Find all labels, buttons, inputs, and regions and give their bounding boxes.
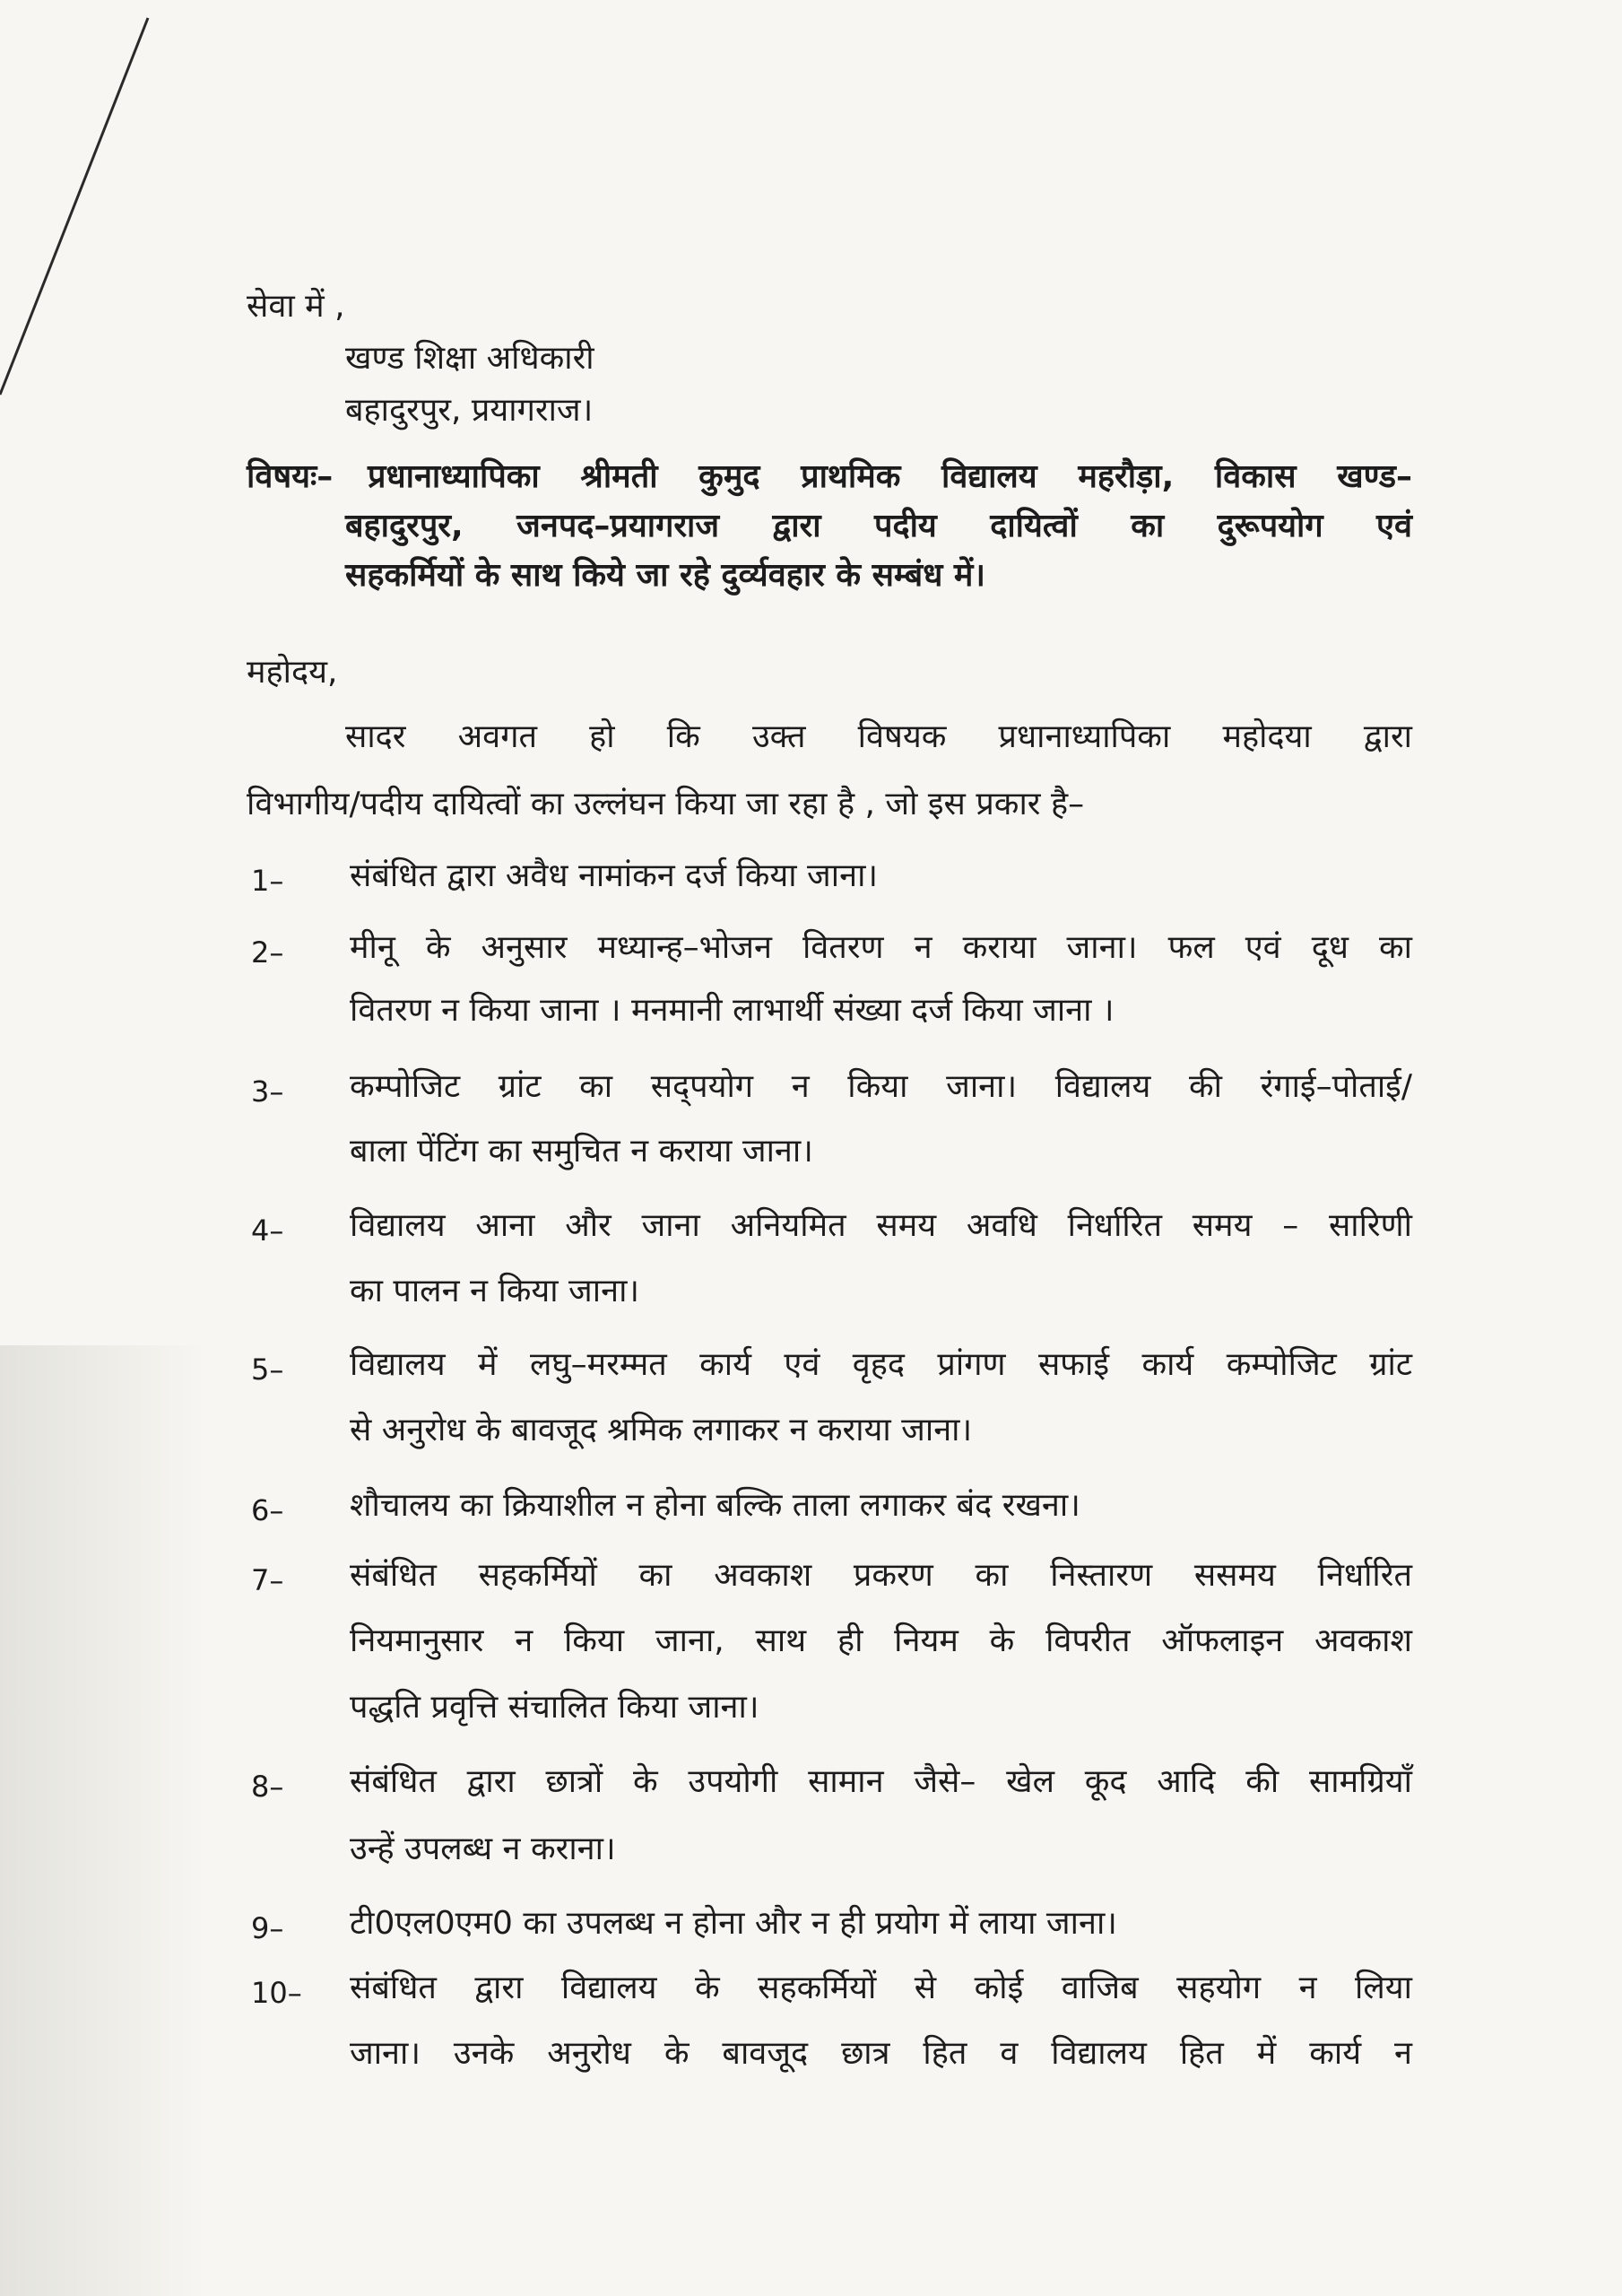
point-number: 8– xyxy=(251,1770,284,1804)
point-text: संबंधित द्वारा विद्यालय के सहकर्मियों से कोई वाजिब सहयोग न लिया xyxy=(350,1970,1412,2006)
point-text: संबंधित द्वारा छात्रों के उपयोगी सामान जैसे– खेल कूद आदि की सामग्रियाँ xyxy=(350,1763,1412,1800)
point-text: शौचालय का क्रियाशील न होना बल्कि ताला लगाकर बंद रखना। xyxy=(350,1487,1080,1524)
point-text: टी0एल0एम0 का उपलब्ध न होना और न ही प्रयोग में लाया जाना। xyxy=(350,1905,1117,1942)
point-text: संबंधित सहकर्मियों का अवकाश प्रकरण का निस्तारण ससमय निर्धारित xyxy=(350,1557,1412,1594)
greeting: महोदय, xyxy=(247,654,338,691)
point-text: बाला पेंटिंग का समुचित न कराया जाना। xyxy=(350,1133,813,1170)
recipient-line-1: खण्ड शिक्षा अधिकारी xyxy=(345,340,594,377)
point-text: उन्हें उपलब्ध न कराना। xyxy=(350,1831,616,1867)
point-text: नियमानुसार न किया जाना, साथ ही नियम के विपरीत ऑफलाइन अवकाश xyxy=(350,1622,1412,1659)
point-text: से अनुरोध के बावजूद श्रमिक लगाकर न कराया जाना। xyxy=(350,1412,973,1448)
subject-label: विषयः– xyxy=(247,458,334,495)
point-number: 1– xyxy=(251,864,284,898)
subject-line-3: सहकर्मियों के साथ किये जा रहे दुर्व्यवहार के सम्बंध में। xyxy=(345,557,986,594)
point-number: 6– xyxy=(251,1493,284,1527)
salutation-to: सेवा में , xyxy=(247,288,345,325)
point-text: पद्धति प्रवृत्ति संचालित किया जाना। xyxy=(350,1689,759,1726)
point-number: 3– xyxy=(251,1074,284,1109)
subject-line-2: बहादुरपुर, जनपद–प्रयागराज द्वारा पदीय दायित्वों का दुरूपयोग एवं xyxy=(345,508,1412,544)
point-text: विद्यालय आना और जाना अनियमित समय अवधि निर्धारित समय – सारिणी xyxy=(350,1207,1412,1244)
point-text: का पालन न किया जाना। xyxy=(350,1273,640,1309)
subject-line-1: प्रधानाध्यापिका श्रीमती कुमुद प्राथमिक विद्यालय महरौड़ा, विकास खण्ड– xyxy=(368,458,1412,495)
point-text: कम्पोजिट ग्रांट का सद्पयोग न किया जाना। विद्यालय की रंगाई–पोताई/ xyxy=(350,1068,1412,1105)
intro-line-1: सादर अवगत हो कि उक्त विषयक प्रधानाध्यापिका महोदया द्वारा xyxy=(345,718,1412,755)
point-text: जाना। उनके अनुरोध के बावजूद छात्र हित व विद्यालय हित में कार्य न xyxy=(350,2035,1412,2072)
point-number: 10– xyxy=(251,1976,302,2010)
point-number: 4– xyxy=(251,1213,284,1248)
point-text: संबंधित द्वारा अवैध नामांकन दर्ज किया जाना। xyxy=(350,857,879,894)
point-number: 5– xyxy=(251,1352,284,1387)
point-number: 9– xyxy=(251,1911,284,1945)
point-text: मीनू के अनुसार मध्यान्ह–भोजन वितरण न कराया जाना। फल एवं दूध का xyxy=(350,929,1412,966)
recipient-line-2: बहादुरपुर, प्रयागराज। xyxy=(345,392,594,429)
point-text: विद्यालय में लघु–मरम्मत कार्य एवं वृहद प्रांगण सफाई कार्य कम्पोजिट ग्रांट xyxy=(350,1346,1412,1383)
point-text: वितरण न किया जाना । मनमानी लाभार्थी संख्या दर्ज किया जाना । xyxy=(350,992,1115,1029)
intro-line-2: विभागीय/पदीय दायित्वों का उल्लंघन किया जा रहा है , जो इस प्रकार है– xyxy=(247,786,1085,822)
point-number: 7– xyxy=(251,1563,284,1597)
point-number: 2– xyxy=(251,935,284,970)
